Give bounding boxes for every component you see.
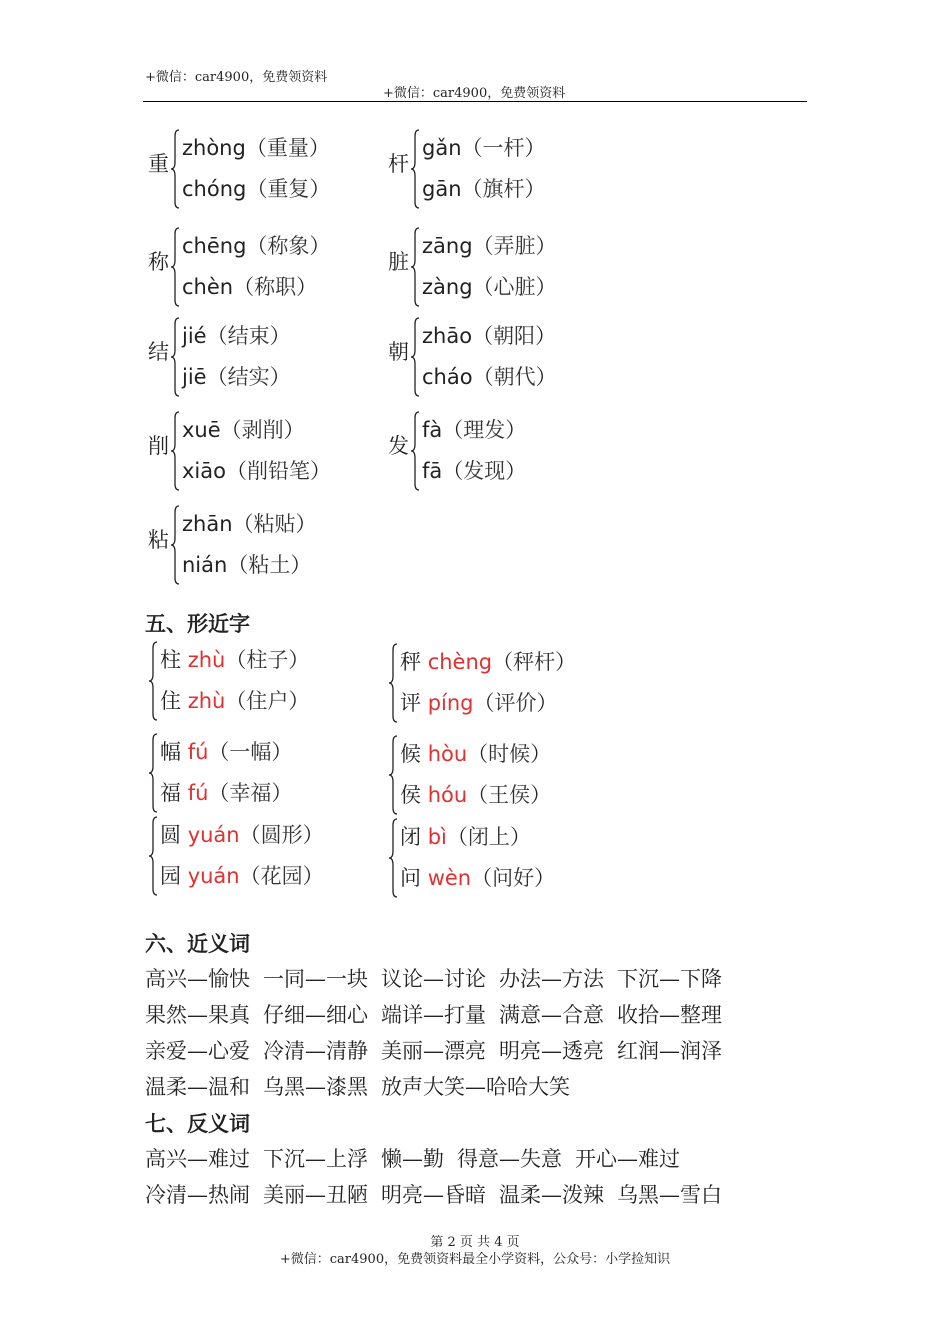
brace-icon: [410, 316, 420, 398]
synonym-pair: 端详—打量: [381, 1003, 486, 1027]
example-word: 王侯: [488, 783, 531, 807]
antonym-pair: 美丽—丑陋: [263, 1183, 368, 1207]
example-word: 粘贴: [253, 512, 296, 536]
polyphone-char: 杆: [388, 152, 409, 176]
similar-row: 幅 fú（一幅）: [160, 740, 293, 764]
polyphone-reading: gān（旗杆）: [422, 177, 546, 201]
brace-icon: [410, 128, 420, 210]
similar-row: 评 píng（评价）: [400, 691, 558, 715]
synonym-pair: 一同—一块: [263, 967, 368, 991]
example-word: 朝代: [493, 365, 536, 389]
antonym-pair: 冷清—热闹: [145, 1183, 250, 1207]
polyphone-reading: jiē（结实）: [182, 365, 291, 389]
example-word: 朝阳: [493, 324, 536, 348]
synonym-pair: 温柔—温和: [145, 1075, 250, 1099]
example-word: 旗杆: [482, 177, 525, 201]
antonym-pair: 懒—勤: [381, 1147, 444, 1171]
polyphone-char: 朝: [388, 340, 409, 364]
example-word: 秤杆: [513, 650, 556, 674]
synonym-pair: 美丽—漂亮: [381, 1039, 486, 1063]
synonym-line: [145, 1071, 583, 1101]
char: 福: [160, 781, 181, 805]
synonym-pair: 亲爱—心爱: [145, 1039, 250, 1063]
char: 秤: [400, 650, 421, 674]
section-title-antonyms: 七、反义词: [145, 1111, 250, 1136]
pinyin: chēng: [182, 234, 247, 258]
watermark-top-center: +微信：car4900，免费领资料: [383, 86, 566, 101]
pinyin: fú: [187, 781, 209, 805]
pinyin: yuán: [187, 823, 240, 847]
example-word: 住户: [246, 689, 289, 713]
pinyin: zhòng: [182, 136, 246, 160]
similar-row: 问 wèn（问好）: [400, 866, 556, 890]
example-word: 幸福: [229, 781, 272, 805]
pinyin: chèng: [427, 650, 493, 674]
pinyin: fú: [187, 740, 209, 764]
char: 圆: [160, 823, 181, 847]
brace-icon: [148, 815, 158, 897]
antonym-pair: 得意—失意: [457, 1147, 562, 1171]
polyphone-reading: chèn（称职）: [182, 275, 318, 299]
pinyin: zhān: [182, 512, 233, 536]
similar-row: 圆 yuán（圆形）: [160, 823, 324, 847]
antonym-pair: 乌黑—雪白: [617, 1183, 722, 1207]
pinyin: hòu: [427, 742, 468, 766]
example-word: 闭上: [467, 825, 510, 849]
polyphone-char: 重: [148, 152, 169, 176]
pinyin: hóu: [427, 783, 468, 807]
polyphone-char: 脏: [388, 250, 409, 274]
synonym-pair: 乌黑—漆黑: [263, 1075, 368, 1099]
polyphone-reading: zāng（弄脏）: [422, 234, 557, 258]
pinyin: gān: [422, 177, 462, 201]
pinyin: wèn: [427, 866, 472, 890]
pinyin: fā: [422, 459, 443, 483]
polyphone-char: 发: [388, 434, 409, 458]
synonym-pair: 下沉—下降: [617, 967, 722, 991]
pinyin: fà: [422, 418, 443, 442]
example-word: 削铅笔: [246, 459, 310, 483]
example-word: 粘土: [248, 553, 291, 577]
similar-row: 住 zhù（住户）: [160, 689, 310, 713]
polyphone-reading: nián（粘土）: [182, 553, 312, 577]
brace-icon: [410, 226, 420, 308]
pinyin: nián: [182, 553, 228, 577]
section-title-similar: 五、形近字: [145, 611, 250, 636]
synonym-line: [145, 999, 735, 1029]
char: 侯: [400, 783, 421, 807]
char: 住: [160, 689, 181, 713]
example-word: 弄脏: [493, 234, 536, 258]
polyphone-reading: gǎn（一杆）: [422, 136, 546, 160]
example-word: 结实: [227, 365, 270, 389]
antonym-pair: 明亮—昏暗: [381, 1183, 486, 1207]
polyphone-reading: zàng（心脏）: [422, 275, 557, 299]
char: 幅: [160, 740, 181, 764]
example-word: 一幅: [229, 740, 272, 764]
polyphone-reading: fà（理发）: [422, 418, 527, 442]
antonym-pair: 开心—难过: [575, 1147, 680, 1171]
synonym-pair: 红润—润泽: [617, 1039, 722, 1063]
polyphone-reading: xuē（剥削）: [182, 418, 305, 442]
brace-icon: [410, 410, 420, 492]
example-word: 问好: [492, 866, 535, 890]
similar-row: 园 yuán（花园）: [160, 864, 324, 888]
polyphone-reading: chēng（称象）: [182, 234, 331, 258]
pinyin: chèn: [182, 275, 234, 299]
similar-row: 候 hòu（时候）: [400, 742, 552, 766]
synonym-pair: 仔细—细心: [263, 1003, 368, 1027]
brace-icon: [170, 504, 180, 586]
synonym-pair: 收拾—整理: [617, 1003, 722, 1027]
polyphone-reading: jié（结束）: [182, 324, 291, 348]
char: 柱: [160, 648, 181, 672]
example-word: 时候: [488, 742, 531, 766]
pinyin: zhù: [187, 689, 226, 713]
polyphone-char: 结: [148, 340, 169, 364]
polyphone-reading: zhāo（朝阳）: [422, 324, 557, 348]
watermark-top-left: +微信：car4900，免费领资料: [145, 70, 328, 85]
example-word: 柱子: [246, 648, 289, 672]
polyphone-reading: xiāo（削铅笔）: [182, 459, 331, 483]
example-word: 重复: [267, 177, 310, 201]
polyphone-char: 粘: [148, 528, 169, 552]
pinyin: xuē: [182, 418, 221, 442]
brace-icon: [170, 316, 180, 398]
polyphone-reading: zhòng（重量）: [182, 136, 330, 160]
footer-page-number: 第 2 页 共 4 页: [430, 1235, 520, 1250]
pinyin: píng: [427, 691, 474, 715]
brace-icon: [148, 732, 158, 814]
polyphone-reading: zhān（粘贴）: [182, 512, 317, 536]
brace-icon: [148, 640, 158, 722]
antonym-line: [145, 1179, 735, 1209]
example-word: 重量: [266, 136, 309, 160]
pinyin: jiē: [182, 365, 207, 389]
pinyin: yuán: [187, 864, 240, 888]
polyphone-char: 称: [148, 250, 169, 274]
brace-icon: [170, 410, 180, 492]
polyphone-reading: chóng（重复）: [182, 177, 331, 201]
char: 闭: [400, 825, 421, 849]
example-word: 圆形: [260, 823, 303, 847]
similar-row: 秤 chèng（秤杆）: [400, 650, 577, 674]
synonym-line: [145, 1035, 735, 1065]
synonym-pair: 满意—合意: [499, 1003, 604, 1027]
similar-row: 闭 bì（闭上）: [400, 825, 531, 849]
similar-row: 侯 hóu（王侯）: [400, 783, 552, 807]
synonym-pair: 明亮—透亮: [499, 1039, 604, 1063]
brace-icon: [388, 734, 398, 816]
char: 园: [160, 864, 181, 888]
char: 评: [400, 691, 421, 715]
synonym-pair: 高兴—愉快: [145, 967, 250, 991]
section-title-synonyms: 六、近义词: [145, 931, 250, 956]
example-word: 一杆: [482, 136, 525, 160]
brace-icon: [388, 817, 398, 899]
antonym-line: [145, 1143, 693, 1173]
char: 候: [400, 742, 421, 766]
pinyin: zhù: [187, 648, 226, 672]
antonym-pair: 下沉—上浮: [263, 1147, 368, 1171]
char: 问: [400, 866, 421, 890]
synonym-pair: 冷清—清静: [263, 1039, 368, 1063]
example-word: 结束: [227, 324, 270, 348]
synonym-pair: 办法—方法: [499, 967, 604, 991]
similar-row: 柱 zhù（柱子）: [160, 648, 310, 672]
synonym-line: [145, 963, 735, 993]
example-word: 花园: [260, 864, 303, 888]
polyphone-reading: cháo（朝代）: [422, 365, 557, 389]
pinyin: zàng: [422, 275, 473, 299]
synonym-pair: 议论—讨论: [381, 967, 486, 991]
pinyin: cháo: [422, 365, 473, 389]
pinyin: jié: [182, 324, 207, 348]
antonym-pair: 高兴—难过: [145, 1147, 250, 1171]
example-word: 理发: [463, 418, 506, 442]
synonym-pair: 果然—果真: [145, 1003, 250, 1027]
brace-icon: [170, 128, 180, 210]
example-word: 称职: [254, 275, 297, 299]
synonym-pair: 放声大笑—哈哈大笑: [381, 1075, 570, 1099]
pinyin: zhāo: [422, 324, 473, 348]
brace-icon: [388, 642, 398, 724]
pinyin: bì: [427, 825, 447, 849]
polyphone-reading: fā（发现）: [422, 459, 527, 483]
similar-row: 福 fú（幸福）: [160, 781, 293, 805]
brace-icon: [170, 226, 180, 308]
pinyin: xiāo: [182, 459, 226, 483]
example-word: 心脏: [493, 275, 536, 299]
polyphone-char: 削: [148, 434, 169, 458]
header-rule: [143, 101, 807, 102]
antonym-pair: 温柔—泼辣: [499, 1183, 604, 1207]
example-word: 评价: [494, 691, 537, 715]
pinyin: chóng: [182, 177, 247, 201]
example-word: 称象: [267, 234, 310, 258]
example-word: 剥削: [241, 418, 284, 442]
pinyin: zāng: [422, 234, 473, 258]
pinyin: gǎn: [422, 136, 462, 160]
example-word: 发现: [463, 459, 506, 483]
footer-watermark: +微信：car4900，免费领资料最全小学资料，公众号：小学捡知识: [279, 1252, 671, 1267]
